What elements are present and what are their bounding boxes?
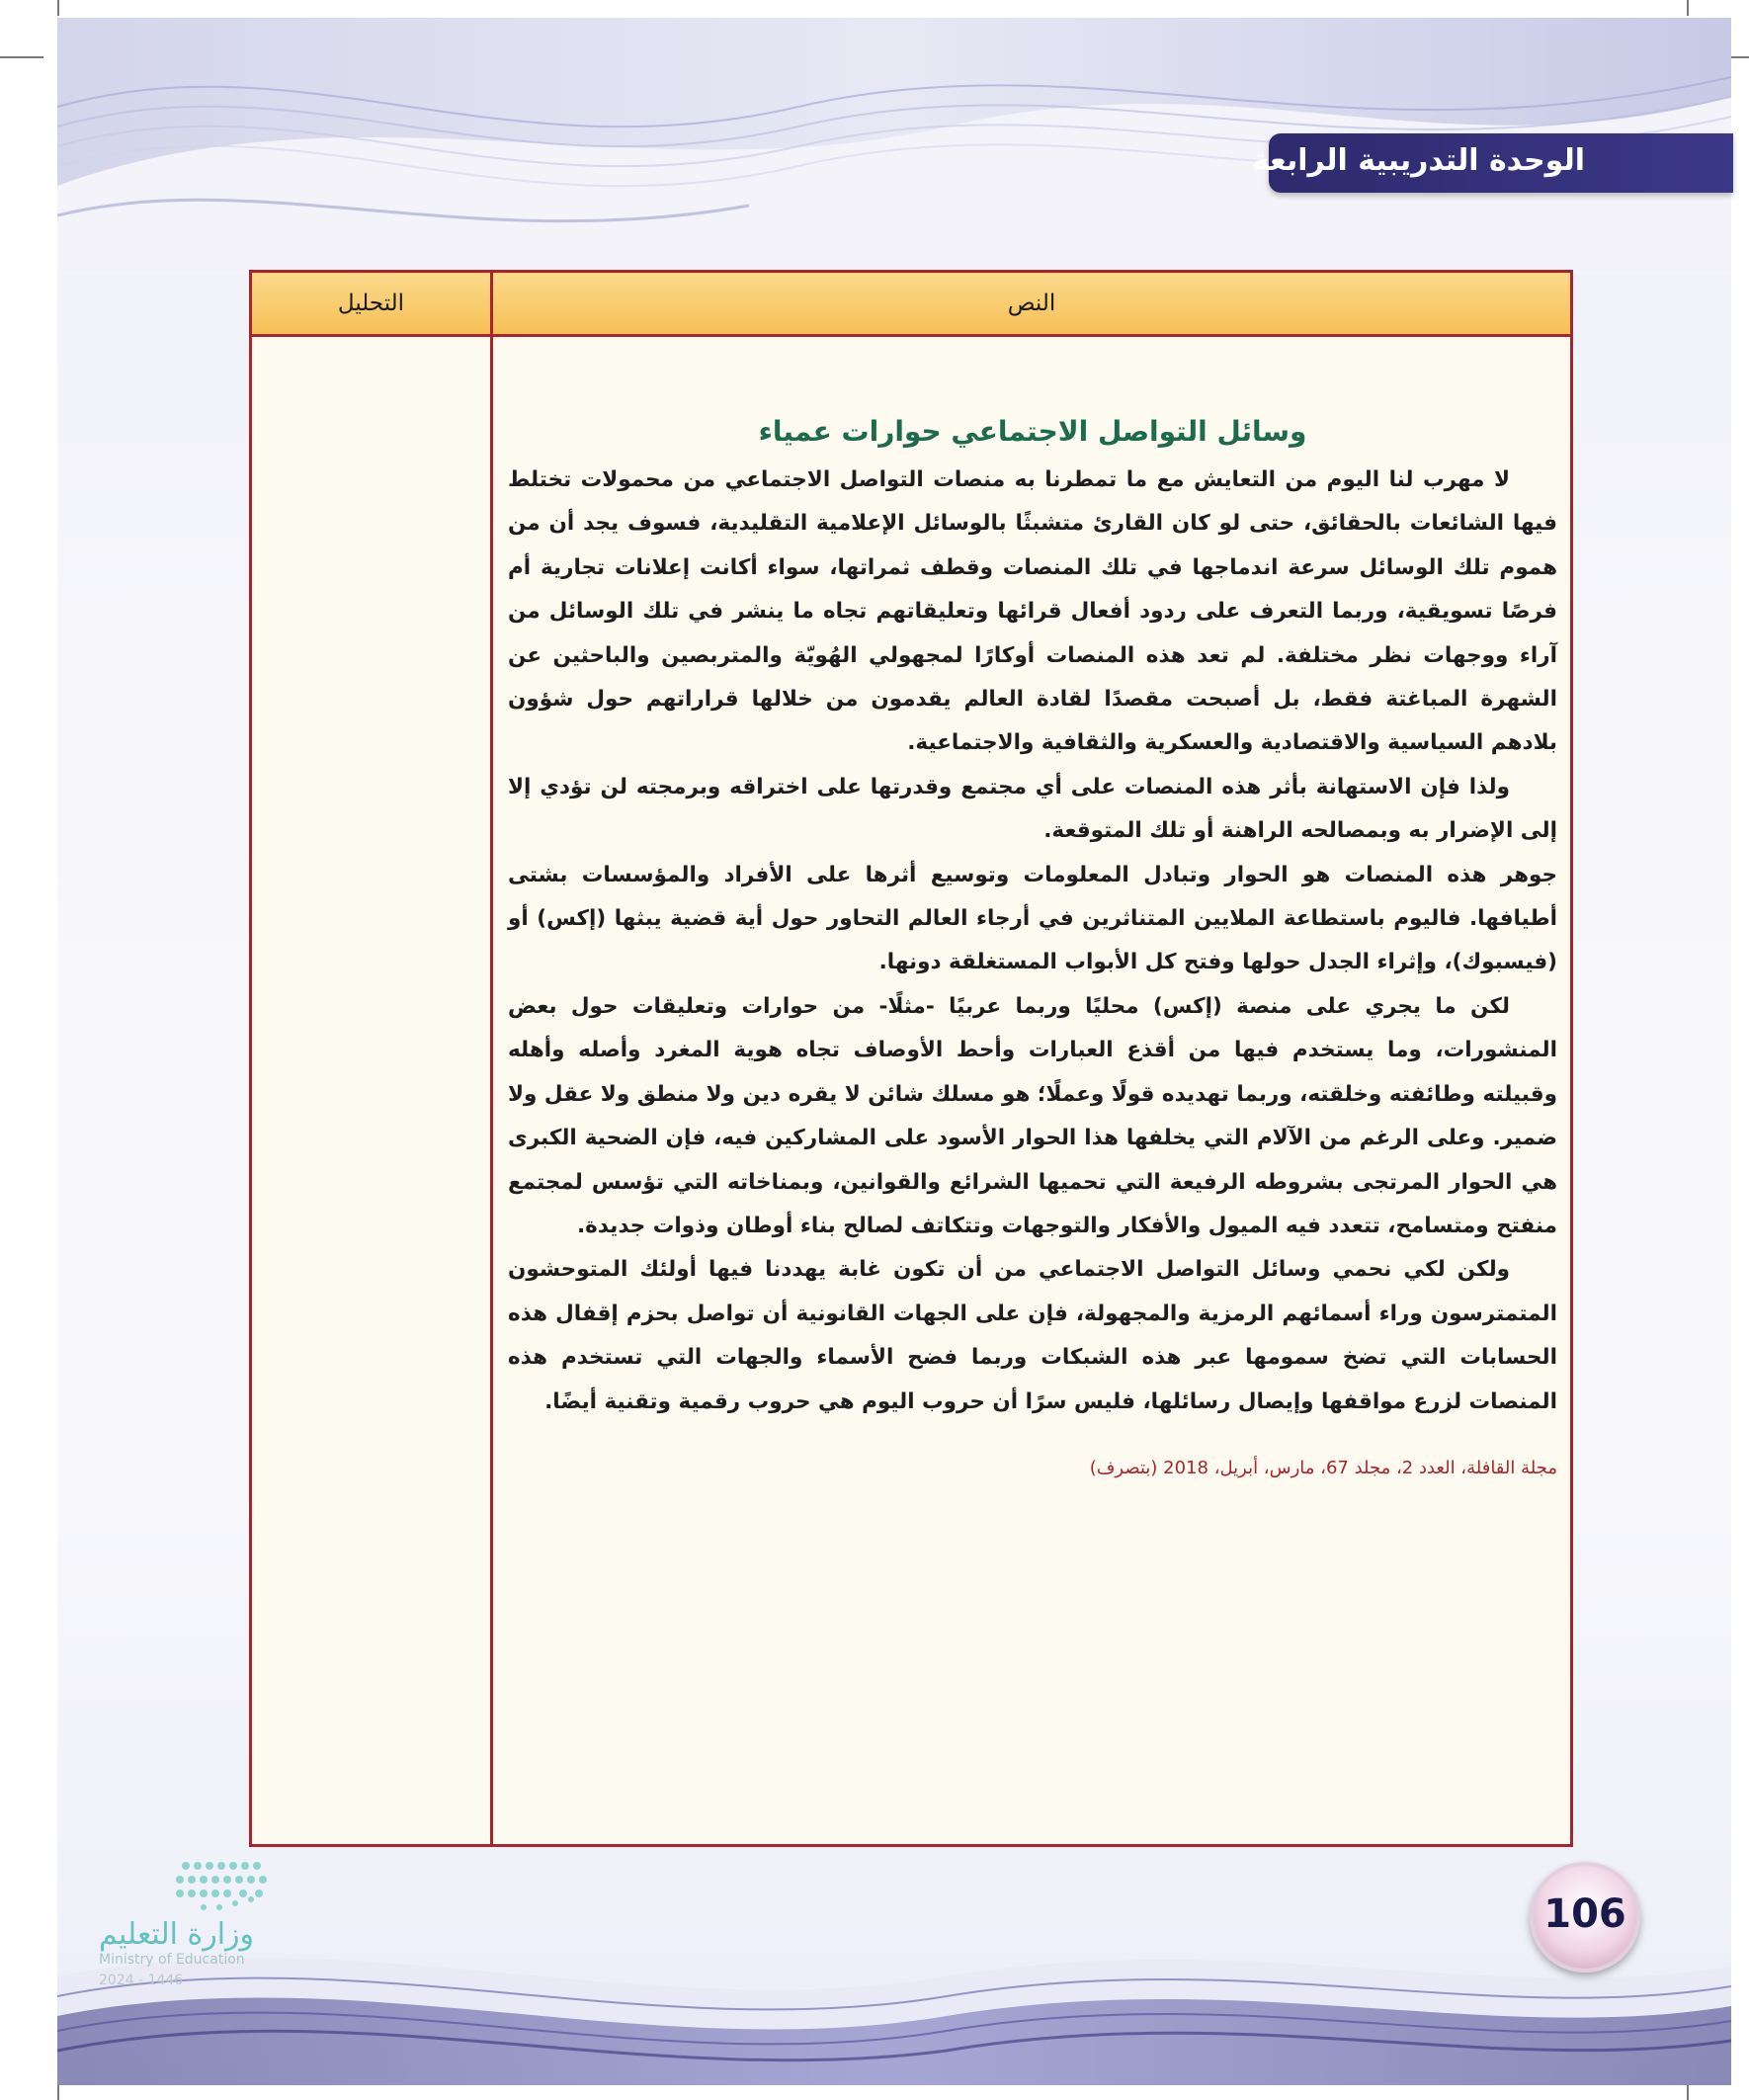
- article-paragraph: لكن ما يجري على منصة (إكس) محليًا وربما عربيًا -مثلًا- من حوارات وتعليقات حول بعض المنشورات، وما يستخدم فيها من أقذع العبارات وأحط الأوصاف تجاه هوية المغرد وأصله وأهله وقبيلته وطائفته وخلقته، وربما تهديده قولًا وعملًا؛ هو مسلك شائن لا يقره دين ولا منطق ولا عقل ولا ضمير. وعلى الرغم من الآلام التي يخلفها هذا الحوار الأسود على المشاركين فيه، فإن الضحية الكبرى هي الحوار المرتجى بشروطه الرفيعة التي تحميها الشرائع والقوانين، وبمناخاته التي تؤسس لمجتمع منفتح ومتسامح، تتعدد فيه الميول والأفكار والتوجهات وتتكاتف لصالح بناء أوطان وذوات جديدة.: [508, 993, 1557, 1238]
- ministry-year: 2024 - 1446: [99, 1973, 184, 1988]
- page-number: 106: [1543, 1891, 1626, 1937]
- article-paragraph: ولذا فإن الاستهانة بأثر هذه المنصات على أي مجتمع وقدرتها على اختراقه وبرمجته لن تؤدي إلا إلى الإضرار به وبمصالحه الراهنة أو تلك المتوقعة.: [508, 774, 1557, 844]
- unit-banner: [1251, 133, 1733, 193]
- text-analysis-table: [249, 270, 1573, 1847]
- article-paragraph: ولكن لكي نحمي وسائل التواصل الاجتماعي من أن تكون غابة يهددنا فيها أولئك المتوحشون المتمترسون وراء أسمائهم الرمزية والمجهولة، فإن على الجهات القانونية أن تواصل بحزم إقفال هذه الحسابات التي تضخ سمومها عبر هذه الشبكات وربما فضح الأسماء والجهات التي تستخدم هذه المنصات لزرع مواقفها وإيصال رسائلها، فليس سرًا أن حروب اليوم هي حروب رقمية وتقنية أيضًا.: [508, 1257, 1557, 1414]
- crop-mark: [57, 2085, 59, 2100]
- ministry-name-arabic: وزارة التعليم: [99, 1917, 255, 1952]
- crop-mark: [57, 0, 59, 16]
- analysis-cell[interactable]: [251, 336, 492, 1846]
- crop-mark: [1687, 2085, 1689, 2100]
- ministry-name-english: Ministry of Education: [99, 1952, 245, 1968]
- article-source: مجلة القافلة، العدد 2، مجلد 67، مارس، أبريل، 2018 (بتصرف): [1089, 1457, 1557, 1478]
- crop-mark: [1687, 0, 1689, 16]
- article-paragraph: جوهر هذه المنصات هو الحوار وتبادل المعلومات وتوسيع أثرها على الأفراد والمؤسسات بشتى أطيافها. فاليوم باستطاعة الملايين المتناثرين في أرجاء العالم التحاور حول أية قضية يبثها (إكس) أو (فيسبوك)، وإثراء الجدل حولها وفتح كل الأبواب المستغلقة دونها.: [508, 862, 1557, 975]
- bottom-wave-decoration: [57, 1858, 1731, 2085]
- article-title: وسائل التواصل الاجتماعي حوارات عمياء: [758, 415, 1307, 448]
- crop-mark: [0, 56, 43, 58]
- unit-title: الوحدة التدريبية الرابعة: [1251, 143, 1585, 178]
- page-number-badge: [1530, 1862, 1640, 1973]
- article-paragraph: لا مهرب لنا اليوم من التعايش مع ما تمطرنا به منصات التواصل الاجتماعي من محمولات تختلط فيها الشائعات بالحقائق، حتى لو كان القارئ متشبثًا بالوسائل الإعلامية التقليدية، فسوف يجد أن من هموم تلك الوسائل سرعة اندماجها في تلك المنصات وقطف ثمراتها، سواء أكانت إعلانات تجارية أم فرصًا تسويقية، وربما التعرف على ردود أفعال قرائها وتعليقاتهم تجاه ما ينشر في تلك الوسائل من آراء ووجهات نظر مختلفة. لم تعد هذه المنصات أوكارًا لمجهولي الهُويّة والمتربصين والباحثين عن الشهرة المباغتة فقط، بل أصبحت مقصدًا لقادة العالم يقدمون من خلالها قراراتهم حول شؤون بلادهم السياسية والاقتصادية والعسكرية والثقافية والاجتماعية.: [508, 467, 1557, 756]
- text-cell: [492, 336, 1572, 1846]
- column-header-analysis: التحليل: [251, 272, 492, 336]
- column-header-text: النص: [492, 272, 1572, 336]
